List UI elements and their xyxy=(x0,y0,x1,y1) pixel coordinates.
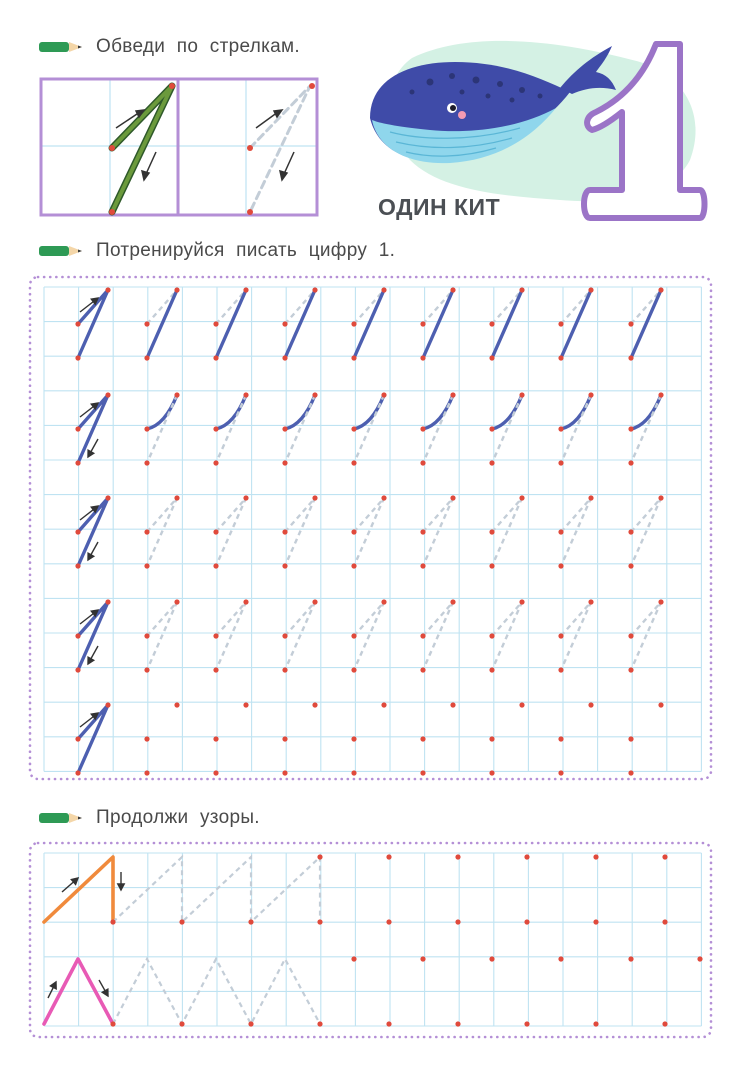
guide-dot xyxy=(593,1021,598,1026)
guide-dot xyxy=(248,919,253,924)
guide-dot xyxy=(317,919,322,924)
guide-dot xyxy=(351,956,356,961)
guide-dot xyxy=(558,956,563,961)
guide-dot xyxy=(697,956,702,961)
guide-dot xyxy=(386,854,391,859)
guide-dot xyxy=(420,956,425,961)
guide-dot xyxy=(386,1021,391,1026)
guide-dot xyxy=(593,854,598,859)
dotted-frame xyxy=(30,843,711,1037)
guide-dot xyxy=(179,919,184,924)
guide-dot xyxy=(110,919,115,924)
guide-dot xyxy=(662,1021,667,1026)
guide-dot xyxy=(455,1021,460,1026)
arrow-up-icon xyxy=(48,982,56,998)
guide-dot xyxy=(489,956,494,961)
grid-lines xyxy=(44,853,701,1026)
arrow-down-icon xyxy=(99,980,108,996)
guide-dot xyxy=(248,1021,253,1026)
hero-caption: ОДИН КИТ xyxy=(378,194,501,220)
guide-dot xyxy=(662,854,667,859)
guide-dot xyxy=(317,1021,322,1026)
instruction-practice-text: Потренируйся писать цифру 1. xyxy=(96,240,396,261)
guide-dot xyxy=(628,956,633,961)
guide-dot xyxy=(662,919,667,924)
guide-dot xyxy=(110,1021,115,1026)
guide-dot xyxy=(593,919,598,924)
guide-dot xyxy=(524,919,529,924)
guide-dot xyxy=(386,919,391,924)
guide-dot xyxy=(179,1021,184,1026)
instruction-trace-text: Обведи по стрелкам. xyxy=(96,36,300,57)
guide-dot xyxy=(455,854,460,859)
guide-dot xyxy=(455,919,460,924)
instruction-patterns-text: Продолжи узоры. xyxy=(96,807,260,828)
guide-dot xyxy=(317,854,322,859)
guide-dot xyxy=(524,1021,529,1026)
guide-dot xyxy=(524,854,529,859)
